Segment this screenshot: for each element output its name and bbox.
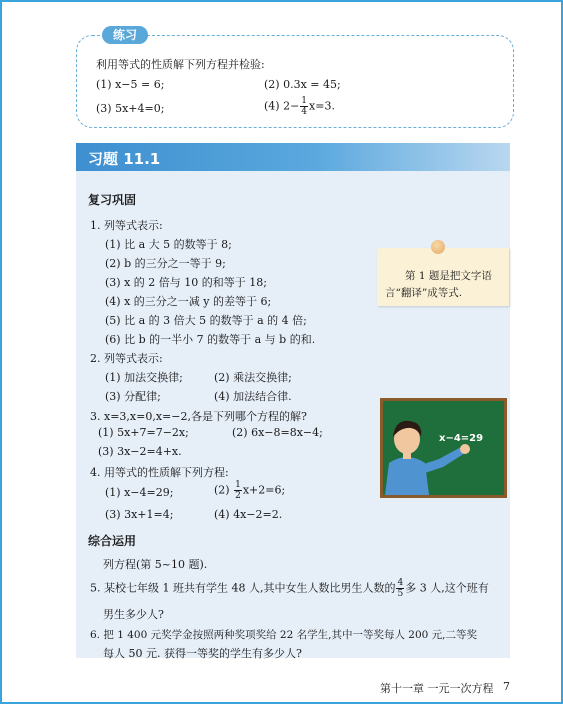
apply-intro: 列方程(第 5~10 题). xyxy=(103,558,208,571)
q6-line-1: 6. 把 1 400 元奖学金按照两种奖项奖给 22 名学生,其中一等奖每人 200 元,二等奖 xyxy=(90,629,478,641)
q2-item-3: (3) 分配律; xyxy=(105,390,161,403)
practice-item-4-tail: x=3. xyxy=(309,99,335,113)
q5-line-2: 男生多少人? xyxy=(103,608,164,621)
q5-part-1: 5. 某校七年级 1 班共有学生 48 人,其中女生人数比男生人数的 xyxy=(90,581,396,595)
sidenote-line-2: 言“翻译”成等式. xyxy=(385,287,463,299)
chalkboard-illustration xyxy=(380,398,507,498)
fraction-denominator: 5 xyxy=(397,589,404,599)
practice-tag: 练习 xyxy=(102,26,148,44)
exercise-title: 习题 11.1 xyxy=(88,150,161,168)
sidenote-line-1: 第 1 题是把文字语 xyxy=(405,270,492,282)
q2-item-1: (1) 加法交换律; xyxy=(105,371,183,384)
q3-item-3: (3) 3x−2=4+x. xyxy=(98,445,182,458)
fraction-denominator: 4 xyxy=(301,107,308,117)
q3-head: 3. x=3,x=0,x=−2,各是下列哪个方程的解? xyxy=(90,410,307,423)
board-equation: x−4=29 xyxy=(439,433,484,444)
q5-part-2: 多 3 人,这个班有 xyxy=(405,581,489,595)
fraction-denominator: 2 xyxy=(235,491,241,501)
q4-item-2-tail: x+2=6; xyxy=(242,483,286,497)
q1-item-3: (3) x 的 2 倍与 10 的和等于 18; xyxy=(105,276,267,289)
practice-item-1: (1) x−5 = 6; xyxy=(96,78,165,91)
fraction-numerator: 4 xyxy=(397,578,404,588)
fraction-numerator: 1 xyxy=(301,96,308,106)
practice-item-2: (2) 0.3x = 45; xyxy=(264,78,341,91)
page-number: 7 xyxy=(503,680,510,693)
q4-item-1: (1) x−4=29; xyxy=(105,486,174,499)
q4-item-2-label: (2) xyxy=(214,483,230,497)
pushpin-icon xyxy=(431,240,445,254)
section-apply-heading: 综合运用 xyxy=(88,534,137,548)
q2-item-4: (4) 加法结合律. xyxy=(214,390,292,403)
q3-item-1: (1) 5x+7=7−2x; xyxy=(98,426,189,439)
q2-head: 2. 列等式表示: xyxy=(90,352,163,365)
practice-instruction: 利用等式的性质解下列方程并检验: xyxy=(96,58,265,71)
q1-item-4: (4) x 的三分之一减 y 的差等于 6; xyxy=(105,295,272,308)
fraction-one-half xyxy=(234,480,242,501)
fraction-four-fifths xyxy=(396,578,404,599)
q5-line-1 xyxy=(90,578,489,599)
q3-item-2: (2) 6x−8=8x−4; xyxy=(232,426,323,439)
q2-item-2: (2) 乘法交换律; xyxy=(214,371,292,384)
fraction-one-fourth xyxy=(300,96,308,117)
q1-item-1: (1) 比 a 大 5 的数等于 8; xyxy=(105,238,232,251)
q1-item-2: (2) b 的三分之一等于 9; xyxy=(105,257,226,270)
section-review-heading: 复习巩固 xyxy=(88,193,137,207)
q4-head: 4. 用等式的性质解下列方程: xyxy=(90,466,229,479)
q6-line-2: 每人 50 元. 获得一等奖的学生有多少人? xyxy=(103,647,302,660)
q1-item-5: (5) 比 a 的 3 倍大 5 的数等于 a 的 4 倍; xyxy=(105,314,307,327)
practice-item-4-lead: (4) 2− xyxy=(264,99,300,113)
footer-chapter: 第十一章 一元一次方程 xyxy=(380,682,494,695)
q4-item-2 xyxy=(214,480,285,501)
practice-item-4 xyxy=(264,96,335,117)
q4-item-3: (3) 3x+1=4; xyxy=(105,508,174,521)
q4-item-4: (4) 4x−2=2. xyxy=(214,508,283,521)
student-figure-icon xyxy=(383,401,504,495)
q1-head: 1. 列等式表示: xyxy=(90,219,163,232)
practice-item-3: (3) 5x+4=0; xyxy=(96,102,165,115)
fraction-numerator: 1 xyxy=(235,480,241,490)
q1-item-6: (6) 比 b 的一半小 7 的数等于 a 与 b 的和. xyxy=(105,333,316,346)
